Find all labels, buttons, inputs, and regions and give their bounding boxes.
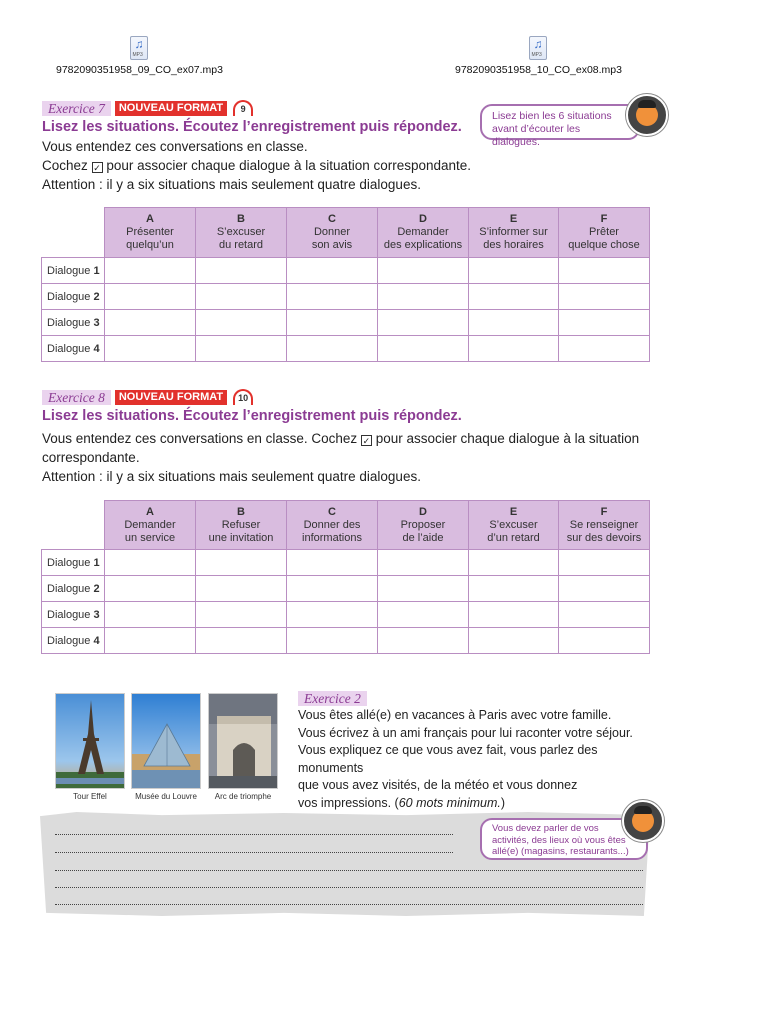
answer-cell[interactable]: [469, 628, 559, 654]
column-header-c: C Donner des informations: [287, 501, 378, 550]
exercise-8-header: [42, 389, 253, 405]
column-header-a: A Demander un service: [105, 501, 196, 550]
table-corner: [42, 208, 105, 258]
answer-cell[interactable]: [196, 628, 287, 654]
text-fragment: 60 mots minimum.: [398, 795, 501, 810]
table-row: [42, 628, 650, 654]
tip-bubble: Vous devez parler de vos activités, des lieux où vous êtes allé(e) (magasins, restaurants...): [480, 818, 648, 860]
answer-cell[interactable]: [105, 576, 196, 602]
audio-file-name: 9782090351958_10_CO_ex08.mp3: [455, 64, 622, 76]
answer-cell[interactable]: [196, 602, 287, 628]
row-label-number: 1: [93, 556, 100, 569]
exercise-label: Exercice 8: [42, 390, 111, 405]
answer-cell[interactable]: [559, 628, 650, 654]
answer-cell[interactable]: [105, 628, 196, 654]
table-row: [42, 284, 650, 310]
text-line: Vous écrivez à un ami français pour lui raconter votre séjour.: [298, 725, 633, 740]
exercise-8-table: [41, 500, 650, 654]
answer-cell[interactable]: [469, 284, 559, 310]
answer-cell[interactable]: [105, 310, 196, 336]
audio-file-name: 9782090351958_09_CO_ex07.mp3: [56, 64, 223, 76]
answer-cell[interactable]: [378, 258, 469, 284]
writing-line[interactable]: [55, 852, 453, 853]
row-label: [42, 550, 105, 576]
row-label-text: Dialogue: [47, 316, 91, 329]
mp3-file-icon: [529, 36, 547, 60]
row-label: [42, 602, 105, 628]
answer-cell[interactable]: [196, 284, 287, 310]
answer-cell[interactable]: [287, 602, 378, 628]
exercise-2-header: [298, 690, 367, 708]
answer-cell[interactable]: [559, 602, 650, 628]
row-label-text: Dialogue: [47, 290, 91, 303]
answer-cell[interactable]: [105, 284, 196, 310]
answer-cell[interactable]: [469, 576, 559, 602]
answer-cell[interactable]: [469, 336, 559, 362]
answer-cell[interactable]: [287, 336, 378, 362]
text-line: que vous avez visités, de la météo et vous donnez: [298, 778, 578, 793]
tip-bubble: Lisez bien les 6 situations avant d’écouter les dialogues.: [480, 104, 640, 140]
answer-cell[interactable]: [287, 550, 378, 576]
exercise-label: Exercice 7: [42, 101, 111, 116]
mascot-icon: [626, 94, 668, 136]
answer-cell[interactable]: [105, 550, 196, 576]
text-line: Vous êtes allé(e) en vacances à Paris avec votre famille.: [298, 708, 612, 722]
column-header-d: D Demander des explications: [378, 208, 469, 258]
answer-cell[interactable]: [287, 576, 378, 602]
exercise-7-header: [42, 100, 253, 116]
table-row: [42, 258, 650, 284]
audio-file-ex08[interactable]: [455, 36, 622, 76]
column-header-f: F Se renseigner sur des devoirs: [559, 501, 650, 550]
answer-cell[interactable]: [378, 628, 469, 654]
answer-cell[interactable]: [196, 576, 287, 602]
answer-cell[interactable]: [287, 628, 378, 654]
row-label-text: Dialogue: [47, 582, 91, 595]
table-row: [42, 576, 650, 602]
answer-cell[interactable]: [469, 602, 559, 628]
exercise-label: Exercice 2: [298, 691, 367, 706]
new-format-badge: NOUVEAU FORMAT: [115, 101, 227, 116]
answer-cell[interactable]: [287, 310, 378, 336]
row-label-number: 4: [93, 634, 100, 647]
column-header-e: E S’informer sur des horaires: [469, 208, 559, 258]
exercise-8-text-2: correspondante.: [42, 450, 140, 465]
row-label: [42, 628, 105, 654]
column-header-d: D Proposer de l’aide: [378, 501, 469, 550]
headphones-icon: [233, 389, 253, 405]
text-line: Vous expliquez ce que vous avez fait, vous parlez des monuments: [298, 743, 598, 775]
exercise-2-text: [298, 707, 658, 813]
exercise-8-text-1: [42, 429, 639, 448]
headphones-icon: [233, 100, 253, 116]
checkbox-icon: ✓: [362, 436, 371, 446]
photo-caption: Arc de triomphe: [214, 792, 272, 801]
audio-track-number: 9: [240, 104, 246, 114]
text-fragment: vos impressions. (: [298, 795, 399, 810]
answer-cell[interactable]: [287, 284, 378, 310]
answer-cell[interactable]: [469, 550, 559, 576]
answer-cell[interactable]: [196, 336, 287, 362]
answer-cell[interactable]: [105, 602, 196, 628]
row-label-text: Dialogue: [47, 634, 91, 647]
row-label: [42, 310, 105, 336]
row-label: [42, 258, 105, 284]
row-label-text: Dialogue: [47, 264, 91, 277]
louvre-museum-photo: [131, 693, 201, 789]
writing-line[interactable]: [55, 887, 643, 888]
row-label-number: 3: [93, 608, 100, 621]
row-label-text: Dialogue: [47, 342, 91, 355]
exercise-7-table: [41, 207, 650, 362]
column-header-a: A Présenter quelqu’un: [105, 208, 196, 258]
audio-track-number: 10: [238, 393, 249, 403]
answer-cell[interactable]: [559, 284, 650, 310]
answer-cell[interactable]: [378, 310, 469, 336]
text-line: [298, 795, 658, 813]
row-label: [42, 284, 105, 310]
answer-cell[interactable]: [196, 310, 287, 336]
answer-cell[interactable]: [559, 336, 650, 362]
text-fragment: Cochez: [42, 158, 88, 173]
answer-cell[interactable]: [559, 310, 650, 336]
answer-cell[interactable]: [559, 576, 650, 602]
answer-cell[interactable]: [469, 310, 559, 336]
arc-de-triomphe-photo: [208, 693, 278, 789]
answer-cell[interactable]: [378, 576, 469, 602]
answer-cell[interactable]: [378, 602, 469, 628]
row-label-text: Dialogue: [47, 556, 91, 569]
photo-caption: Musée du Louvre: [135, 792, 197, 801]
exercise-8-text-3: Attention : il y a six situations mais seulement quatre dialogues.: [42, 469, 421, 484]
photo-caption: Tour Effel: [73, 792, 107, 801]
answer-cell[interactable]: [469, 258, 559, 284]
eiffel-tower-photo: [55, 693, 125, 789]
answer-cell[interactable]: [378, 336, 469, 362]
row-label-number: 2: [93, 290, 100, 303]
answer-cell[interactable]: [105, 336, 196, 362]
column-header-f: F Prêter quelque chose: [559, 208, 650, 258]
text-fragment: pour associer chaque dialogue à la situation correspondante.: [106, 158, 472, 173]
writing-line[interactable]: [55, 834, 453, 835]
row-label-number: 1: [93, 264, 100, 277]
answer-cell[interactable]: [378, 550, 469, 576]
exercise-7-text-1: Vous entendez ces conversations en classe.: [42, 139, 308, 154]
answer-cell[interactable]: [105, 258, 196, 284]
column-header-c: C Donner son avis: [287, 208, 378, 258]
table-corner: [42, 501, 105, 550]
row-label-number: 2: [93, 582, 100, 595]
exercise-7-text-3: Attention : il y a six situations mais seulement quatre dialogues.: [42, 177, 421, 192]
answer-cell[interactable]: [196, 550, 287, 576]
column-header-b: B S’excuser du retard: [196, 208, 287, 258]
column-header-e: E S’excuser d’un retard: [469, 501, 559, 550]
writing-line[interactable]: [55, 870, 643, 871]
mp3-file-icon: [130, 36, 148, 60]
text-fragment: ): [500, 795, 506, 810]
answer-cell[interactable]: [378, 284, 469, 310]
text-fragment: pour associer chaque dialogue à la situation: [375, 431, 640, 446]
answer-cell[interactable]: [559, 550, 650, 576]
mascot-icon: [622, 800, 664, 842]
table-row: [42, 310, 650, 336]
answer-cell[interactable]: [559, 258, 650, 284]
text-fragment: Vous entendez ces conversations en classe. Cochez: [42, 431, 358, 446]
writing-line[interactable]: [55, 904, 643, 905]
row-label: [42, 576, 105, 602]
checkbox-icon: ✓: [93, 163, 101, 173]
answer-cell[interactable]: [196, 258, 287, 284]
row-label-number: 3: [93, 316, 100, 329]
exercise-7-instruction: Lisez les situations. Écoutez l’enregistrement puis répondez.: [42, 119, 462, 135]
table-row: [42, 602, 650, 628]
column-header-b: B Refuser une invitation: [196, 501, 287, 550]
answer-cell[interactable]: [287, 258, 378, 284]
row-label: [42, 336, 105, 362]
row-label-text: Dialogue: [47, 608, 91, 621]
audio-file-ex07[interactable]: [56, 36, 223, 76]
row-label-number: 4: [93, 342, 100, 355]
exercise-8-instruction: Lisez les situations. Écoutez l’enregistrement puis répondez.: [42, 408, 462, 424]
table-row: [42, 336, 650, 362]
new-format-badge: NOUVEAU FORMAT: [115, 390, 227, 405]
exercise-7-text-2: [42, 156, 471, 175]
table-row: [42, 550, 650, 576]
